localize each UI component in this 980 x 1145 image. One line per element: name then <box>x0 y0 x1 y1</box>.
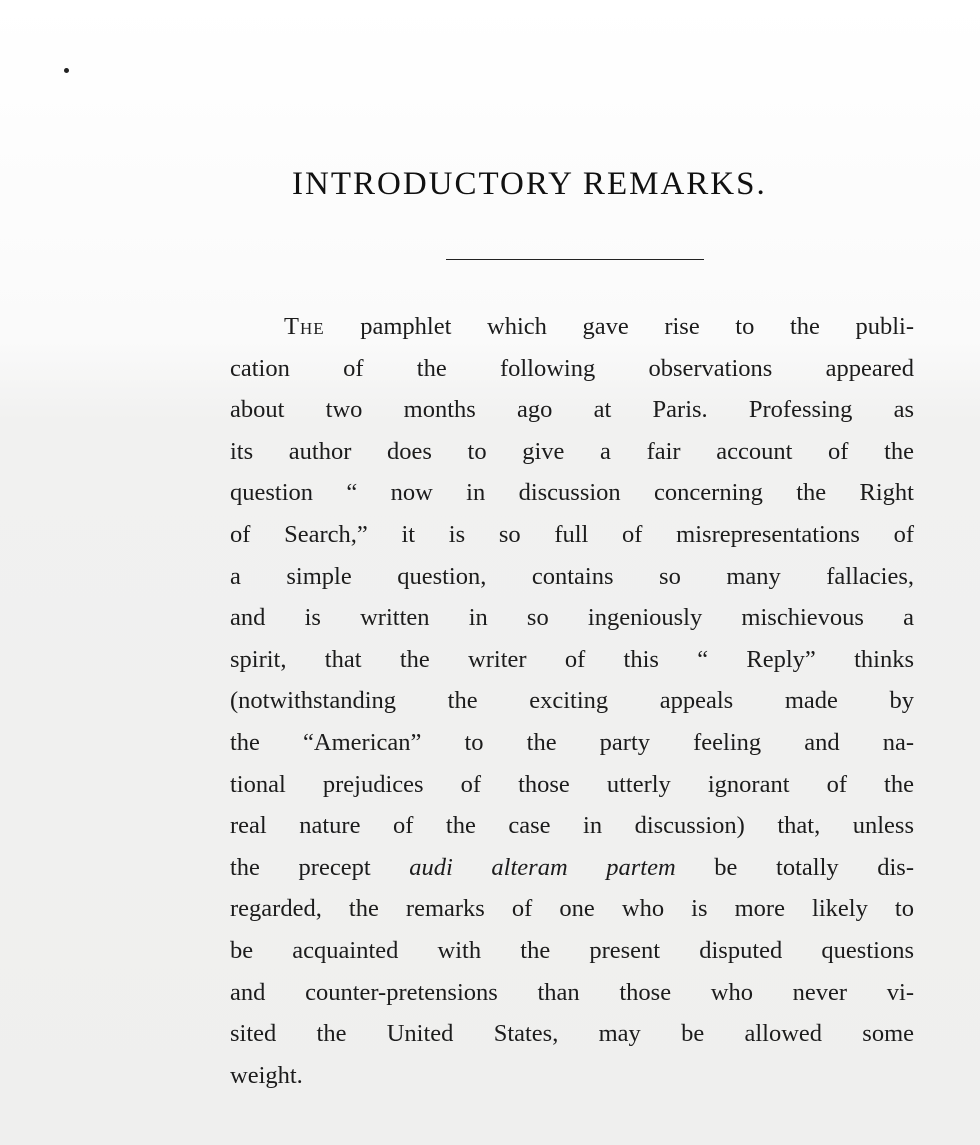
title-rule <box>446 259 704 260</box>
paragraph-line: real nature of the case in discussion) that, unless <box>230 812 914 840</box>
paragraph-line: tional prejudices of those utterly ignorant of the <box>230 770 914 798</box>
paragraph-line: and counter-pretensions than those who never vi- <box>230 978 914 1006</box>
paragraph-line: cation of the following observations appeared <box>230 354 914 382</box>
paragraph-line: about two months ago at Paris. Professing as <box>230 396 914 424</box>
ink-speck <box>64 68 69 73</box>
paragraph-line: the “American” to the party feeling and na- <box>230 728 914 756</box>
paragraph-line: its author does to give a fair account of the <box>230 437 914 465</box>
page-title: INTRODUCTORY REMARKS. <box>292 166 767 202</box>
paragraph-line: a simple question, contains so many fallacies, <box>230 562 914 590</box>
paragraph-line <box>230 306 914 348</box>
paragraph-line: regarded, the remarks of one who is more likely to <box>230 895 914 923</box>
paragraph-line: sited the United States, may be allowed some <box>230 1020 914 1048</box>
paragraph-line: and is written in so ingeniously mischievous a <box>230 604 914 632</box>
paragraph-line: of Search,” it is so full of misrepresentations of <box>230 520 914 548</box>
paragraph-line: question “ now in discussion concerning the Right <box>230 479 914 507</box>
paragraph-line: spirit, that the writer of this “ Reply” thinks <box>230 645 914 673</box>
lead-word: The <box>284 313 325 340</box>
paragraph-line <box>230 847 914 889</box>
line-text: the precept <box>230 853 410 881</box>
paragraph-line: weight. <box>230 1061 303 1089</box>
line-text: be totally dis- <box>675 853 914 881</box>
paragraph-line: be acquainted with the present disputed questions <box>230 936 914 964</box>
body-paragraph <box>230 306 914 1096</box>
line-text: pamphlet which gave rise to the publi- <box>324 313 914 340</box>
latin-phrase: audi alteram partem <box>409 853 676 881</box>
paragraph-line: (notwithstanding the exciting appeals made by <box>230 687 914 715</box>
